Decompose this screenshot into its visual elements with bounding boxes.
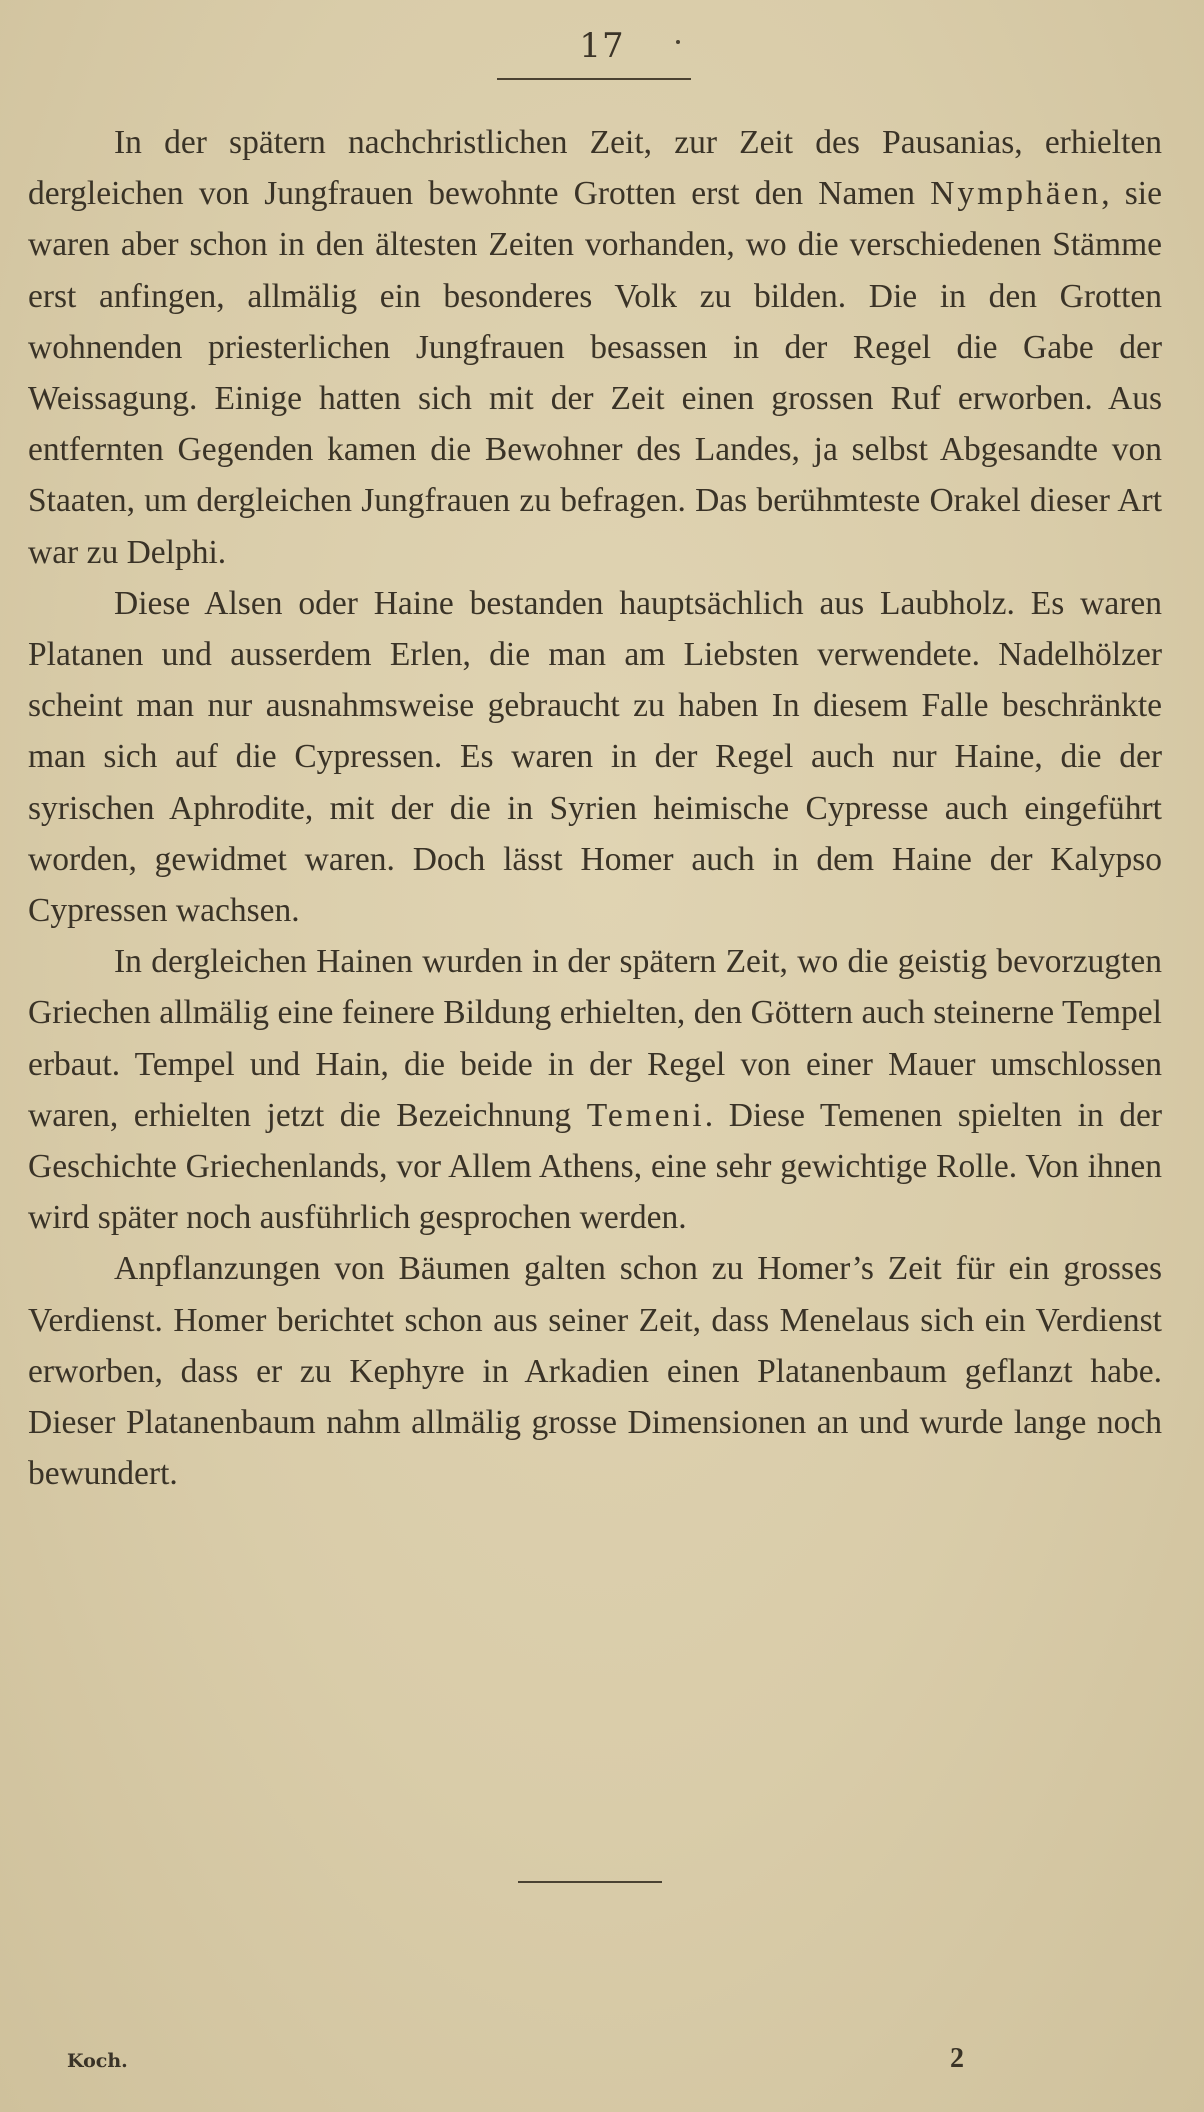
paragraph-anpflanzungen bbox=[28, 1243, 1162, 1499]
spaced-term: Temeni bbox=[586, 1096, 705, 1134]
header-rule bbox=[497, 78, 691, 80]
spaced-term: Nymphäen bbox=[930, 175, 1102, 213]
paragraph-haine bbox=[28, 578, 1162, 936]
paragraph-text: Anpflanzungen von Bäumen galten schon zu Homer’s Zeit für ein grosses Verdienst. Homer berichtet schon aus seiner Zeit, dass Menelaus sich ein Verdienst erworben, dass er zu Kephyre in Arkadien einen Platanenbaum geflanzt habe. Dieser Platanenbaum nahm allmälig grosse Dimensionen an und wurde lange noch bewundert. bbox=[28, 1250, 1162, 1493]
printer-signature-mark: Koch. bbox=[67, 2050, 128, 2072]
paragraph-temeni bbox=[28, 936, 1162, 1243]
paragraph-text: In der spätern nachchristlichen Zeit, zur Zeit des Pausanias, erhielten dergleichen von Jungfrauen bewohnte Grotten erst den Namen bbox=[28, 124, 1162, 213]
body-text bbox=[28, 117, 1162, 1499]
closing-rule bbox=[518, 1881, 662, 1883]
page-number: 17 bbox=[579, 26, 625, 66]
ink-speck bbox=[676, 40, 680, 44]
paragraph-text: In dergleichen Hainen wurden in der spätern Zeit, wo die geistig bevorzugten Griechen allmälig eine feinere Bildung erhielten, den Göttern auch steinerne Tempel erbaut. Tempel und Hain, die beide in der Regel von einer Mauer umschlossen waren, erhielten jetzt die Bezeichnung bbox=[28, 943, 1162, 1134]
paragraph-text: . Diese Temenen spielten in der Geschichte Griechenlands, vor Allem Athens, eine sehr gewichtige Rolle. Von ihnen wird später noch ausführlich gesprochen werden. bbox=[28, 1096, 1162, 1237]
paragraph-text: , sie waren aber schon in den ältesten Zeiten vorhanden, wo die verschiedenen Stämme erst anfingen, allmälig ein besonderes Volk zu bilden. Die in den Grotten wohnenden priesterlichen Jungfrauen besassen in der Regel die Gabe der Weissagung. Einige hatten sich mit der Zeit einen grossen Ruf erworben. Aus entfernten Gegenden kamen die Bewohner des Landes, ja selbst Abgesandte von Staaten, um dergleichen Jungfrauen zu befragen. Das berühmteste Orakel dieser Art war zu Delphi. bbox=[28, 175, 1162, 571]
paragraph-nymphaeen bbox=[28, 117, 1162, 578]
paragraph-text: Diese Alsen oder Haine bestanden hauptsächlich aus Laubholz. Es waren Platanen und ausserdem Erlen, die man am Liebsten verwendete. Nadelhölzer scheint man nur ausnahmsweise gebraucht zu haben In diesem Falle beschränkte man sich auf die Cypressen. Es waren in der Regel auch nur Haine, die der syrischen Aphrodite, mit der die in Syrien heimische Cypresse auch eingeführt worden, gewidmet waren. Doch lässt Homer auch in dem Haine der Kalypso Cypressen wachsen. bbox=[28, 584, 1162, 930]
sheet-number: 2 bbox=[950, 2043, 964, 2074]
